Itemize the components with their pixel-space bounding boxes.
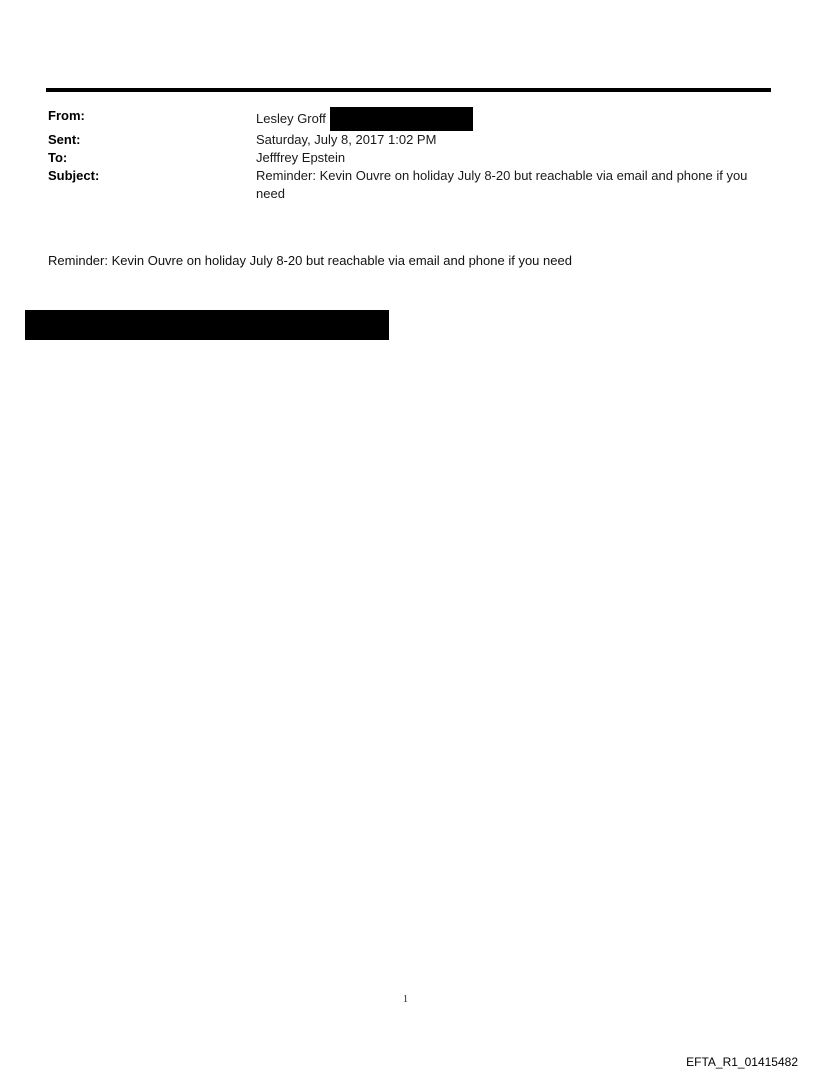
from-row [48, 107, 770, 131]
from-value [256, 107, 770, 131]
page-number: 1 [403, 994, 408, 1005]
sender-name: Lesley Groff [256, 111, 326, 126]
header-divider [46, 88, 771, 92]
redaction-bar-signature [25, 310, 389, 340]
to-label: To: [48, 150, 68, 165]
subject-row [48, 167, 770, 203]
to-row [48, 149, 770, 167]
redaction-bar-sender-email [330, 107, 473, 131]
email-body: Reminder: Kevin Ouvre on holiday July 8-20 but reachable via email and phone if you need [48, 253, 572, 268]
to-value: Jefffrey Epstein [256, 150, 346, 165]
subject-label: Subject: [48, 168, 100, 183]
sent-row [48, 131, 770, 149]
bates-number: EFTA_R1_01415482 [686, 1055, 798, 1069]
email-header [48, 107, 770, 203]
from-label: From: [48, 108, 85, 123]
sent-label: Sent: [48, 132, 81, 147]
sent-value: Saturday, July 8, 2017 1:02 PM [256, 132, 437, 147]
subject-value: Reminder: Kevin Ouvre on holiday July 8-20 but reachable via email and phone if you need [256, 168, 748, 201]
